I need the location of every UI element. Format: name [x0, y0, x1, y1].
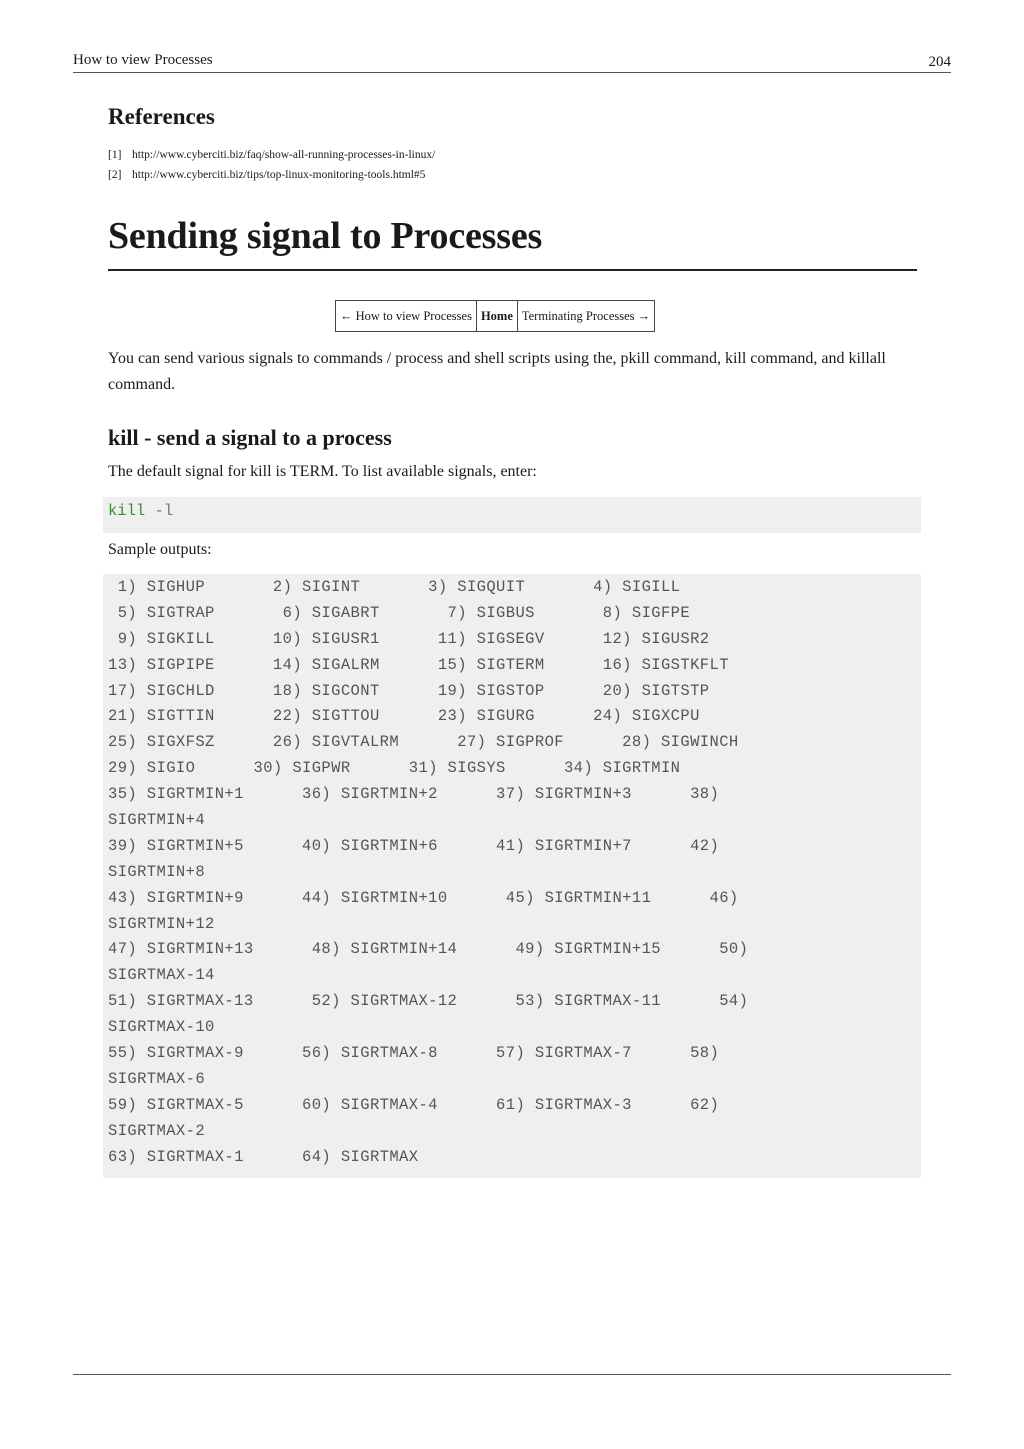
output-line: 25) SIGXFSZ 26) SIGVTALRM 27) SIGPROF 28) SIGWINCH [108, 733, 739, 752]
sample-outputs-label: Sample outputs: [108, 541, 212, 558]
footer-rule [73, 1374, 951, 1375]
output-line: SIGRTMAX-2 [108, 1121, 206, 1140]
output-line: 17) SIGCHLD 18) SIGCONT 19) SIGSTOP 20) SIGTSTP [108, 681, 710, 700]
output-line: SIGRTMIN+4 [108, 811, 206, 830]
output-line: 51) SIGRTMAX-13 52) SIGRTMAX-12 53) SIGRTMAX-11 54) [108, 992, 749, 1011]
page-title: Sending signal to Processes [108, 215, 543, 257]
nav-next-link[interactable]: Terminating Processes → [517, 301, 654, 332]
command-code-block [103, 497, 921, 533]
intro-paragraph: You can send various signals to commands / process and shell scripts using the, pkill command, kill command, and killall command. [108, 350, 886, 393]
output-line: 29) SIGIO 30) SIGPWR 31) SIGSYS 34) SIGRTMIN [108, 759, 681, 778]
output-line: SIGRTMAX-14 [108, 966, 215, 985]
output-line: SIGRTMIN+8 [108, 862, 206, 881]
command-args: -l [145, 502, 174, 520]
references-list [108, 145, 435, 185]
reference-link[interactable]: http://www.cyberciti.biz/tips/top-linux-monitoring-tools.html#5 [132, 169, 426, 181]
output-line: SIGRTMAX-6 [108, 1069, 206, 1088]
output-line: 59) SIGRTMAX-5 60) SIGRTMAX-4 61) SIGRTMAX-3 62) [108, 1095, 720, 1114]
output-line: 35) SIGRTMIN+1 36) SIGRTMIN+2 37) SIGRTMIN+3 38) [108, 785, 720, 804]
output-line: 9) SIGKILL 10) SIGUSR1 11) SIGSEGV 12) SIGUSR2 [108, 629, 710, 648]
output-line: SIGRTMAX-10 [108, 1018, 215, 1037]
output-line: 55) SIGRTMAX-9 56) SIGRTMAX-8 57) SIGRTMAX-7 58) [108, 1044, 720, 1063]
reference-number: [2] [108, 169, 122, 181]
output-line: 13) SIGPIPE 14) SIGALRM 15) SIGTERM 16) SIGSTKFLT [108, 655, 729, 674]
title-rule [108, 269, 917, 271]
header-rule [73, 72, 951, 73]
output-line: 43) SIGRTMIN+9 44) SIGRTMIN+10 45) SIGRTMIN+11 46) [108, 888, 739, 907]
reference-item [108, 165, 435, 185]
nav-prev-link[interactable]: ← How to view Processes [336, 301, 477, 332]
command-line [108, 502, 173, 520]
reference-item [108, 145, 435, 165]
output-line: SIGRTMIN+12 [108, 914, 215, 933]
command-keyword: kill [108, 502, 146, 520]
navigation-table [335, 300, 655, 332]
output-line: 39) SIGRTMIN+5 40) SIGRTMIN+6 41) SIGRTMIN+7 42) [108, 836, 720, 855]
reference-link[interactable]: http://www.cyberciti.biz/faq/show-all-running-processes-in-linux/ [132, 149, 436, 161]
output-line: 63) SIGRTMAX-1 64) SIGRTMAX [108, 1147, 419, 1166]
output-line: 47) SIGRTMIN+13 48) SIGRTMIN+14 49) SIGRTMIN+15 50) [108, 940, 749, 959]
output-line: 5) SIGTRAP 6) SIGABRT 7) SIGBUS 8) SIGFPE [108, 603, 691, 622]
output-line: 21) SIGTTIN 22) SIGTTOU 23) SIGURG 24) SIGXCPU [108, 707, 700, 726]
kill-section-heading: kill - send a signal to a process [108, 425, 392, 450]
running-title: How to view Processes [73, 52, 213, 68]
signal-output-block [103, 574, 921, 1178]
signal-output-lines [108, 575, 748, 1170]
reference-number: [1] [108, 149, 122, 161]
kill-description: The default signal for kill is TERM. To list available signals, enter: [108, 463, 537, 480]
references-heading: References [108, 104, 215, 129]
output-line: 1) SIGHUP 2) SIGINT 3) SIGQUIT 4) SIGILL [108, 578, 681, 596]
nav-home-link[interactable]: Home [476, 301, 517, 332]
page-number: 204 [928, 54, 951, 70]
